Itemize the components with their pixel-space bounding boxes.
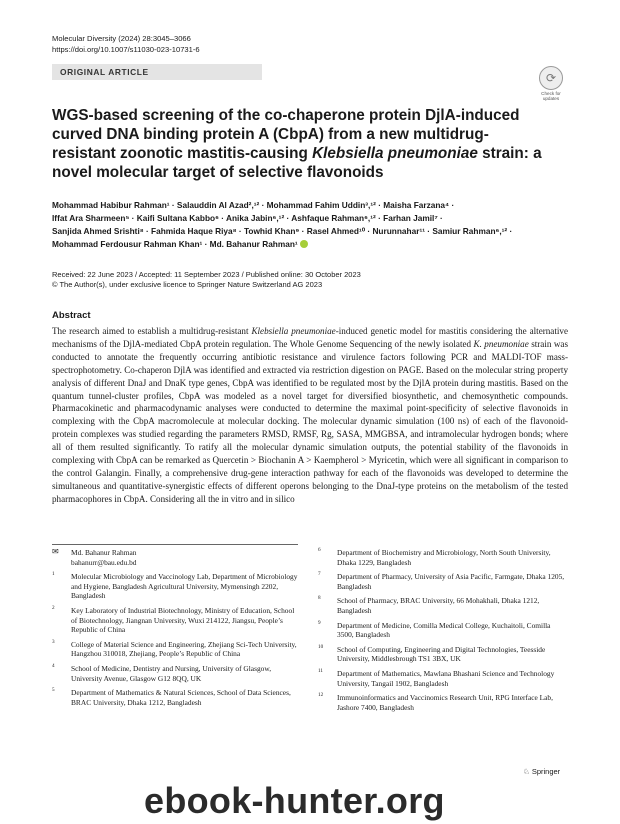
affiliations-right xyxy=(318,548,568,717)
affiliation-number: 12 xyxy=(318,692,324,699)
affiliation xyxy=(318,645,568,664)
affiliation-text: Department of Biochemistry and Microbiology, North South University, Dhaka 1229, Bangladesh xyxy=(337,548,551,567)
abstract-heading: Abstract xyxy=(52,310,91,321)
corresponding-author xyxy=(52,548,302,567)
affiliation xyxy=(52,664,302,683)
footnote-rule xyxy=(52,544,298,545)
check-updates-label: Check for updates xyxy=(541,91,561,101)
affiliation xyxy=(318,669,568,688)
affiliation xyxy=(52,688,302,707)
affiliations-left xyxy=(52,548,302,712)
affiliation xyxy=(52,572,302,601)
corresponding-name: Md. Bahanur Rahman xyxy=(71,548,137,557)
author-line-3: Sanjida Ahmed Srishti⁸ · Fahmida Haque Riya⁸ · Towhid Khan⁹ · Rasel Ahmed¹⁰ · Nurunnahar¹¹ · Samiur Rahman⁶,¹² · xyxy=(52,226,513,236)
author-list xyxy=(52,199,572,251)
affiliation xyxy=(52,640,302,659)
author-line-1: Mohammad Habibur Rahman¹ · Salauddin Al Azad²,¹² · Mohammad Fahim Uddin³,¹² · Maisha Farzana⁴ · xyxy=(52,200,455,210)
affiliation-number: 10 xyxy=(318,643,324,650)
history-dates: Received: 22 June 2023 / Accepted: 11 September 2023 / Published online: 30 October 2023 xyxy=(52,270,361,279)
affiliation-text: College of Material Science and Engineering, Zhejiang Sci-Tech University, Hangzhou 310018, Zhejiang, People’s Republic of China xyxy=(71,639,297,659)
affiliation xyxy=(52,606,302,635)
journal-citation: Molecular Diversity (2024) 28:3045–3066 xyxy=(52,34,191,43)
envelope-icon: ✉ xyxy=(52,547,59,556)
affiliation-text: Immunoinformatics and Vaccinomics Research Unit, RPG Interface Lab, Jashore 7400, Bangladesh xyxy=(337,693,553,712)
affiliation-text: Molecular Microbiology and Vaccinology Lab, Department of Microbiology and Hygiene, Bangladesh Agricultural University, Mymensingh 2202, Bangladesh xyxy=(71,572,298,601)
check-updates-icon: ⟳ xyxy=(539,66,563,90)
author-line-2: Iffat Ara Sharmeen⁵ · Kaifi Sultana Kabbo⁶ · Anika Jabin⁶,¹² · Ashfaque Rahman⁶,¹² · Farhan Jamil⁷ · xyxy=(52,213,443,223)
affiliation-number: 1 xyxy=(52,571,55,578)
affiliation-number: 4 xyxy=(52,662,55,669)
affiliation-text: Department of Mathematics & Natural Sciences, School of Data Sciences, BRAC University, Dhaka 1212, Bangladesh xyxy=(71,688,291,707)
affiliation xyxy=(318,693,568,712)
affiliation-number: 2 xyxy=(52,604,55,611)
affiliation xyxy=(318,596,568,615)
author-line-4: Mohammad Ferdousur Rahman Khan¹ · Md. Bahanur Rahman¹ xyxy=(52,238,572,251)
affiliation-text: Department of Medicine, Comilla Medical College, Kuchaitoli, Comilla 3500, Bangladesh xyxy=(337,620,551,640)
affiliation-number: 8 xyxy=(318,595,321,602)
corresponding-email[interactable]: bahanurr@bau.edu.bd xyxy=(71,557,137,567)
affiliation-number: 9 xyxy=(318,619,321,626)
abstract-text: The research aimed to establish a multidrug-resistant Klebsiella pneumoniae-induced genetic model for mastitis considering the alternative mechanisms of the DjlA-mediated CbpA protein regulation. The Whole Genome Sequencing of the newly isolated K. pneumoniae strain was conducted to annotate the frequently occurring antibiotic resistance and virulence factors following PCR and MALDI-TOF mass-spectrophotometry. Co-chaperon DjlA was identified and extracted via restriction digestion on PAGE. Based on the molecular string property analysis of different DnaJ and DnaK type genes, CbpA was identified to be regulated most by the DjlA protein during mastitis. Based on the quantum tunnel-cluster profiles, CbpA was modeled as a novel target for diversified biosynthetic, and chemosynthetic compounds. Pharmacokinetic and pharmacodynamic analyses were conducted to determine the maximal point-specificity of selective flavonoids in complexing with the CbpA macromolecule at molecular docking. The molecular dynamic simulation (100 ns) of each of the flavonoid-protein complexes was studied regarding the parameters RMSD, RMSF, Rg, SASA, MMGBSA, and intramolecular hydrogen bonds; where all of them resulted significantly. To ratify all the molecular dynamic simulation outputs, the potential stability of the flavonoids in complexing with CbpA can be remarked as Quercetin > Biochanin A > Kaempherol > Myricetin, which were all significant in comparison to the control Galangin. Finally, a comprehensive drug-gene interaction pathway for each of the flavonoids was developed to determine the simultaneous and quantitative-synergistic effects of different operons belonging to the DnaJ-type proteins on the metabolism of the tested pharmacophores in CbpA. Considering all the in vitro and in silico xyxy=(52,326,568,504)
affiliation xyxy=(318,621,568,640)
article-type-banner: ORIGINAL ARTICLE xyxy=(52,64,262,80)
journal-header xyxy=(52,33,200,55)
affiliation-number: 7 xyxy=(318,571,321,578)
affiliation-number: 3 xyxy=(52,638,55,645)
affiliation-number: 5 xyxy=(52,687,55,694)
affiliation xyxy=(318,572,568,591)
watermark-text: ebook-hunter.org xyxy=(144,780,445,821)
affiliation-text: School of Computing, Engineering and Digital Technologies, Teesside University, Middlesbrough TS1 3BX, UK xyxy=(337,644,546,664)
affiliation-text: School of Pharmacy, BRAC University, 66 Mohakhali, Dhaka 1212, Bangladesh xyxy=(337,596,540,615)
springer-horse-icon: ♘ xyxy=(523,767,530,776)
orcid-icon[interactable] xyxy=(300,240,308,248)
affiliation-number: 6 xyxy=(318,547,321,553)
affiliation-text: Key Laboratory of Industrial Biotechnology, Ministry of Education, School of Biotechnology, Jiangnan University, Wuxi 214122, Jiangsu, People’s Republic of China xyxy=(71,605,295,635)
affiliation-text: School of Medicine, Dentistry and Nursing, University of Glasgow, University Avenue, Glasgow G12 8QQ, UK xyxy=(71,663,272,683)
title-species: Klebsiella pneumoniae xyxy=(312,145,478,162)
check-for-updates-button[interactable] xyxy=(534,66,568,100)
doi-link[interactable]: https://doi.org/10.1007/s11030-023-10731-6 xyxy=(52,45,200,54)
publisher-logo: ♘ Springer xyxy=(523,767,561,776)
affiliation-text: Department of Mathematics, Mawlana Bhashani Science and Technology University, Tangail 1902, Bangladesh xyxy=(337,668,555,688)
article-title: WGS-based screening of the co-chaperone protein DjlA-induced curved DNA binding protein A (CbpA) from a new multidrug-resistant zoonotic mastitis-causing Klebsiella pneumoniae strain: a novel molecular target of selective flavonoids xyxy=(52,107,542,181)
publication-dates xyxy=(52,270,572,290)
affiliation-number: 11 xyxy=(318,667,323,674)
affiliation xyxy=(318,548,568,567)
copyright-line: © The Author(s), under exclusive licence to Springer Nature Switzerland AG 2023 xyxy=(52,280,323,289)
affiliation-text: Department of Pharmacy, University of Asia Pacific, Farmgate, Dhaka 1205, Bangladesh xyxy=(337,572,565,591)
